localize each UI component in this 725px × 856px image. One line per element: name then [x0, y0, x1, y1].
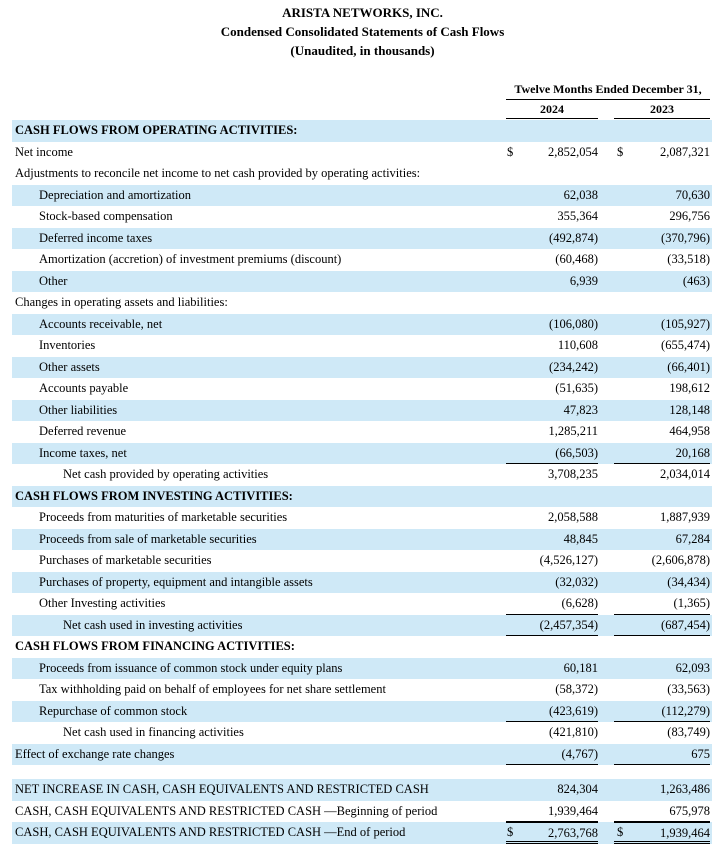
table-row	[12, 679, 712, 701]
statement-table	[12, 120, 712, 844]
value-2023	[614, 120, 710, 142]
table-row	[12, 550, 712, 572]
value-2024: (423,619)	[506, 701, 598, 723]
row-label: Proceeds from maturities of marketable securities	[39, 510, 288, 524]
row-label: Net income	[15, 144, 73, 159]
value-2023	[614, 163, 710, 185]
row-label: Depreciation and amortization	[39, 187, 192, 202]
value-2024	[506, 292, 598, 314]
table-row	[12, 615, 712, 637]
currency-symbol: $	[507, 144, 514, 159]
row-label: NET INCREASE IN CASH, CASH EQUIVALENTS AND RESTRICTED CASH	[15, 782, 429, 796]
row-label: Purchases of marketable securities	[39, 553, 212, 567]
row-label: Repurchase of common stock	[39, 703, 188, 718]
table-row	[12, 722, 712, 744]
table-row	[12, 464, 712, 486]
section-header-row	[12, 120, 712, 142]
value-2024: 1,285,211	[548, 424, 598, 438]
statement-title: Condensed Consolidated Statements of Cash Flows	[220, 24, 505, 39]
row-label: Other assets	[39, 359, 100, 374]
section-header-row	[12, 486, 712, 508]
table-row	[12, 529, 712, 551]
value-2023: (34,434)	[667, 574, 710, 589]
table-row	[12, 314, 712, 336]
row-label: Purchases of property, equipment and intangible assets	[39, 574, 313, 589]
table-row	[12, 271, 712, 293]
currency-symbol: $	[617, 144, 624, 159]
value-2024: (51,635)	[555, 381, 598, 395]
table-row	[12, 572, 712, 594]
table-row	[12, 378, 712, 400]
value-2024: 824,304	[557, 782, 598, 796]
value-2023: (105,927)	[661, 316, 710, 331]
value-2024: (32,032)	[555, 574, 598, 589]
row-label: CASH, CASH EQUIVALENTS AND RESTRICTED CASH —End of period	[15, 825, 406, 839]
value-2023	[614, 486, 710, 508]
table-row	[12, 593, 712, 615]
table-row	[12, 357, 712, 379]
value-2023: 2,087,321	[660, 144, 710, 159]
table-row	[12, 292, 712, 314]
value-2024: (234,242)	[549, 359, 598, 374]
statement-note: (Unaudited, in thousands)	[290, 43, 435, 58]
row-label: Income taxes, net	[39, 445, 127, 460]
value-2023: (66,401)	[667, 359, 710, 374]
value-2024: (2,457,354)	[506, 615, 598, 637]
value-2024: (4,526,127)	[539, 553, 598, 567]
value-2024: 2,058,588	[548, 510, 598, 524]
row-label: CASH FLOWS FROM FINANCING ACTIVITIES:	[15, 639, 295, 653]
value-2024: (58,372)	[555, 682, 598, 696]
value-2024: (4,767)	[506, 744, 598, 766]
value-2024: 355,364	[557, 209, 598, 223]
value-2023	[614, 292, 710, 314]
value-2024: 2,763,768	[506, 822, 598, 844]
value-2024: 110,608	[557, 338, 598, 352]
row-label: Tax withholding paid on behalf of employees for net share settlement	[39, 682, 386, 696]
value-2024: 62,038	[563, 187, 598, 202]
value-2023: 2,034,014	[660, 467, 710, 481]
value-2024: 48,845	[563, 531, 598, 546]
value-2023: 675	[614, 744, 710, 766]
value-2024: (66,503)	[506, 443, 598, 465]
table-row	[12, 507, 712, 529]
value-2023: (33,563)	[667, 682, 710, 696]
row-label: Inventories	[39, 338, 96, 352]
value-2023: 1,939,464	[614, 822, 710, 844]
row-label: CASH FLOWS FROM OPERATING ACTIVITIES:	[15, 123, 298, 137]
value-2023: 20,168	[614, 443, 710, 465]
year-column-header-2023: 2023	[650, 102, 674, 116]
value-2023: 198,612	[669, 381, 710, 395]
table-row	[12, 228, 712, 250]
value-2023: (655,474)	[661, 338, 710, 352]
row-label: Net cash used in investing activities	[63, 617, 243, 632]
row-label: Amortization (accretion) of investment premiums (discount)	[39, 252, 342, 266]
value-2023: (83,749)	[667, 725, 710, 739]
value-2024	[506, 636, 598, 658]
row-label: Other Investing activities	[39, 596, 166, 610]
value-2024: 2,852,054	[548, 144, 598, 159]
value-2023: (112,279)	[614, 701, 710, 723]
table-row	[12, 701, 712, 723]
value-2024	[506, 163, 598, 185]
value-2024	[506, 486, 598, 508]
row-label: Effect of exchange rate changes	[15, 746, 175, 761]
value-2024	[506, 120, 598, 142]
row-label: Proceeds from issuance of common stock under equity plans	[39, 660, 343, 675]
table-row	[12, 163, 712, 185]
row-label: Other	[39, 273, 68, 288]
table-row	[12, 185, 712, 207]
row-label: Deferred income taxes	[39, 230, 153, 245]
value-2023: 67,284	[675, 531, 710, 546]
value-2023: (687,454)	[614, 615, 710, 637]
row-label: Stock-based compensation	[39, 209, 173, 223]
row-label: Net cash used in financing activities	[63, 725, 244, 739]
value-2023: 70,630	[675, 187, 710, 202]
row-label: CASH FLOWS FROM INVESTING ACTIVITIES:	[15, 488, 293, 503]
row-label: Deferred revenue	[39, 424, 127, 438]
value-2023: (33,518)	[667, 252, 710, 266]
value-2023: (2,606,878)	[651, 553, 710, 567]
table-row	[12, 443, 712, 465]
value-2023: (463)	[682, 273, 710, 288]
value-2023: 296,756	[669, 209, 710, 223]
value-2023: 128,148	[669, 402, 710, 417]
value-2023: 464,958	[669, 424, 710, 438]
row-label: Accounts payable	[39, 381, 129, 395]
value-2024: (421,810)	[549, 725, 598, 739]
table-row	[12, 421, 712, 443]
table-row	[12, 335, 712, 357]
value-2024: (492,874)	[549, 230, 598, 245]
table-row	[12, 801, 712, 823]
value-2023: 675,978	[614, 801, 710, 823]
period-header: Twelve Months Ended December 31,	[514, 82, 702, 96]
value-2024: 6,939	[569, 273, 598, 288]
currency-symbol: $	[507, 825, 514, 839]
row-label: Changes in operating assets and liabilities:	[15, 295, 228, 309]
value-2023: (370,796)	[661, 230, 710, 245]
value-2024: (6,628)	[506, 593, 598, 615]
value-2023: (1,365)	[614, 593, 710, 615]
row-label: Accounts receivable, net	[39, 316, 163, 331]
row-label: Adjustments to reconcile net income to net cash provided by operating activities:	[15, 166, 421, 180]
table-row	[12, 206, 712, 228]
table-row	[12, 822, 712, 844]
value-2023: 1,887,939	[660, 510, 710, 524]
row-label: CASH, CASH EQUIVALENTS AND RESTRICTED CASH —Beginning of period	[15, 803, 438, 818]
row-label: Proceeds from sale of marketable securities	[39, 531, 257, 546]
table-spacer	[12, 765, 712, 779]
table-row	[12, 744, 712, 766]
value-2024: 3,708,235	[548, 467, 598, 481]
row-label: Other liabilities	[39, 402, 118, 417]
value-2023	[614, 636, 710, 658]
section-header-row	[12, 636, 712, 658]
table-row	[12, 779, 712, 801]
currency-symbol: $	[617, 825, 624, 839]
year-rule-2023	[614, 118, 710, 119]
value-2024: (106,080)	[549, 316, 598, 331]
period-header-rule	[506, 99, 710, 100]
year-rule-2024	[506, 118, 598, 119]
value-2024: 60,181	[563, 660, 598, 675]
company-name: ARISTA NETWORKS, INC.	[282, 5, 443, 20]
table-row	[12, 249, 712, 271]
value-2023: 62,093	[675, 660, 710, 675]
value-2024: 1,939,464	[506, 801, 598, 823]
year-column-header-2024: 2024	[540, 102, 564, 116]
table-row	[12, 400, 712, 422]
table-row	[12, 142, 712, 164]
value-2024: (60,468)	[555, 252, 598, 266]
value-2023: 1,263,486	[660, 782, 710, 796]
table-row	[12, 658, 712, 680]
row-label: Net cash provided by operating activities	[63, 467, 269, 481]
value-2024: 47,823	[563, 402, 598, 417]
